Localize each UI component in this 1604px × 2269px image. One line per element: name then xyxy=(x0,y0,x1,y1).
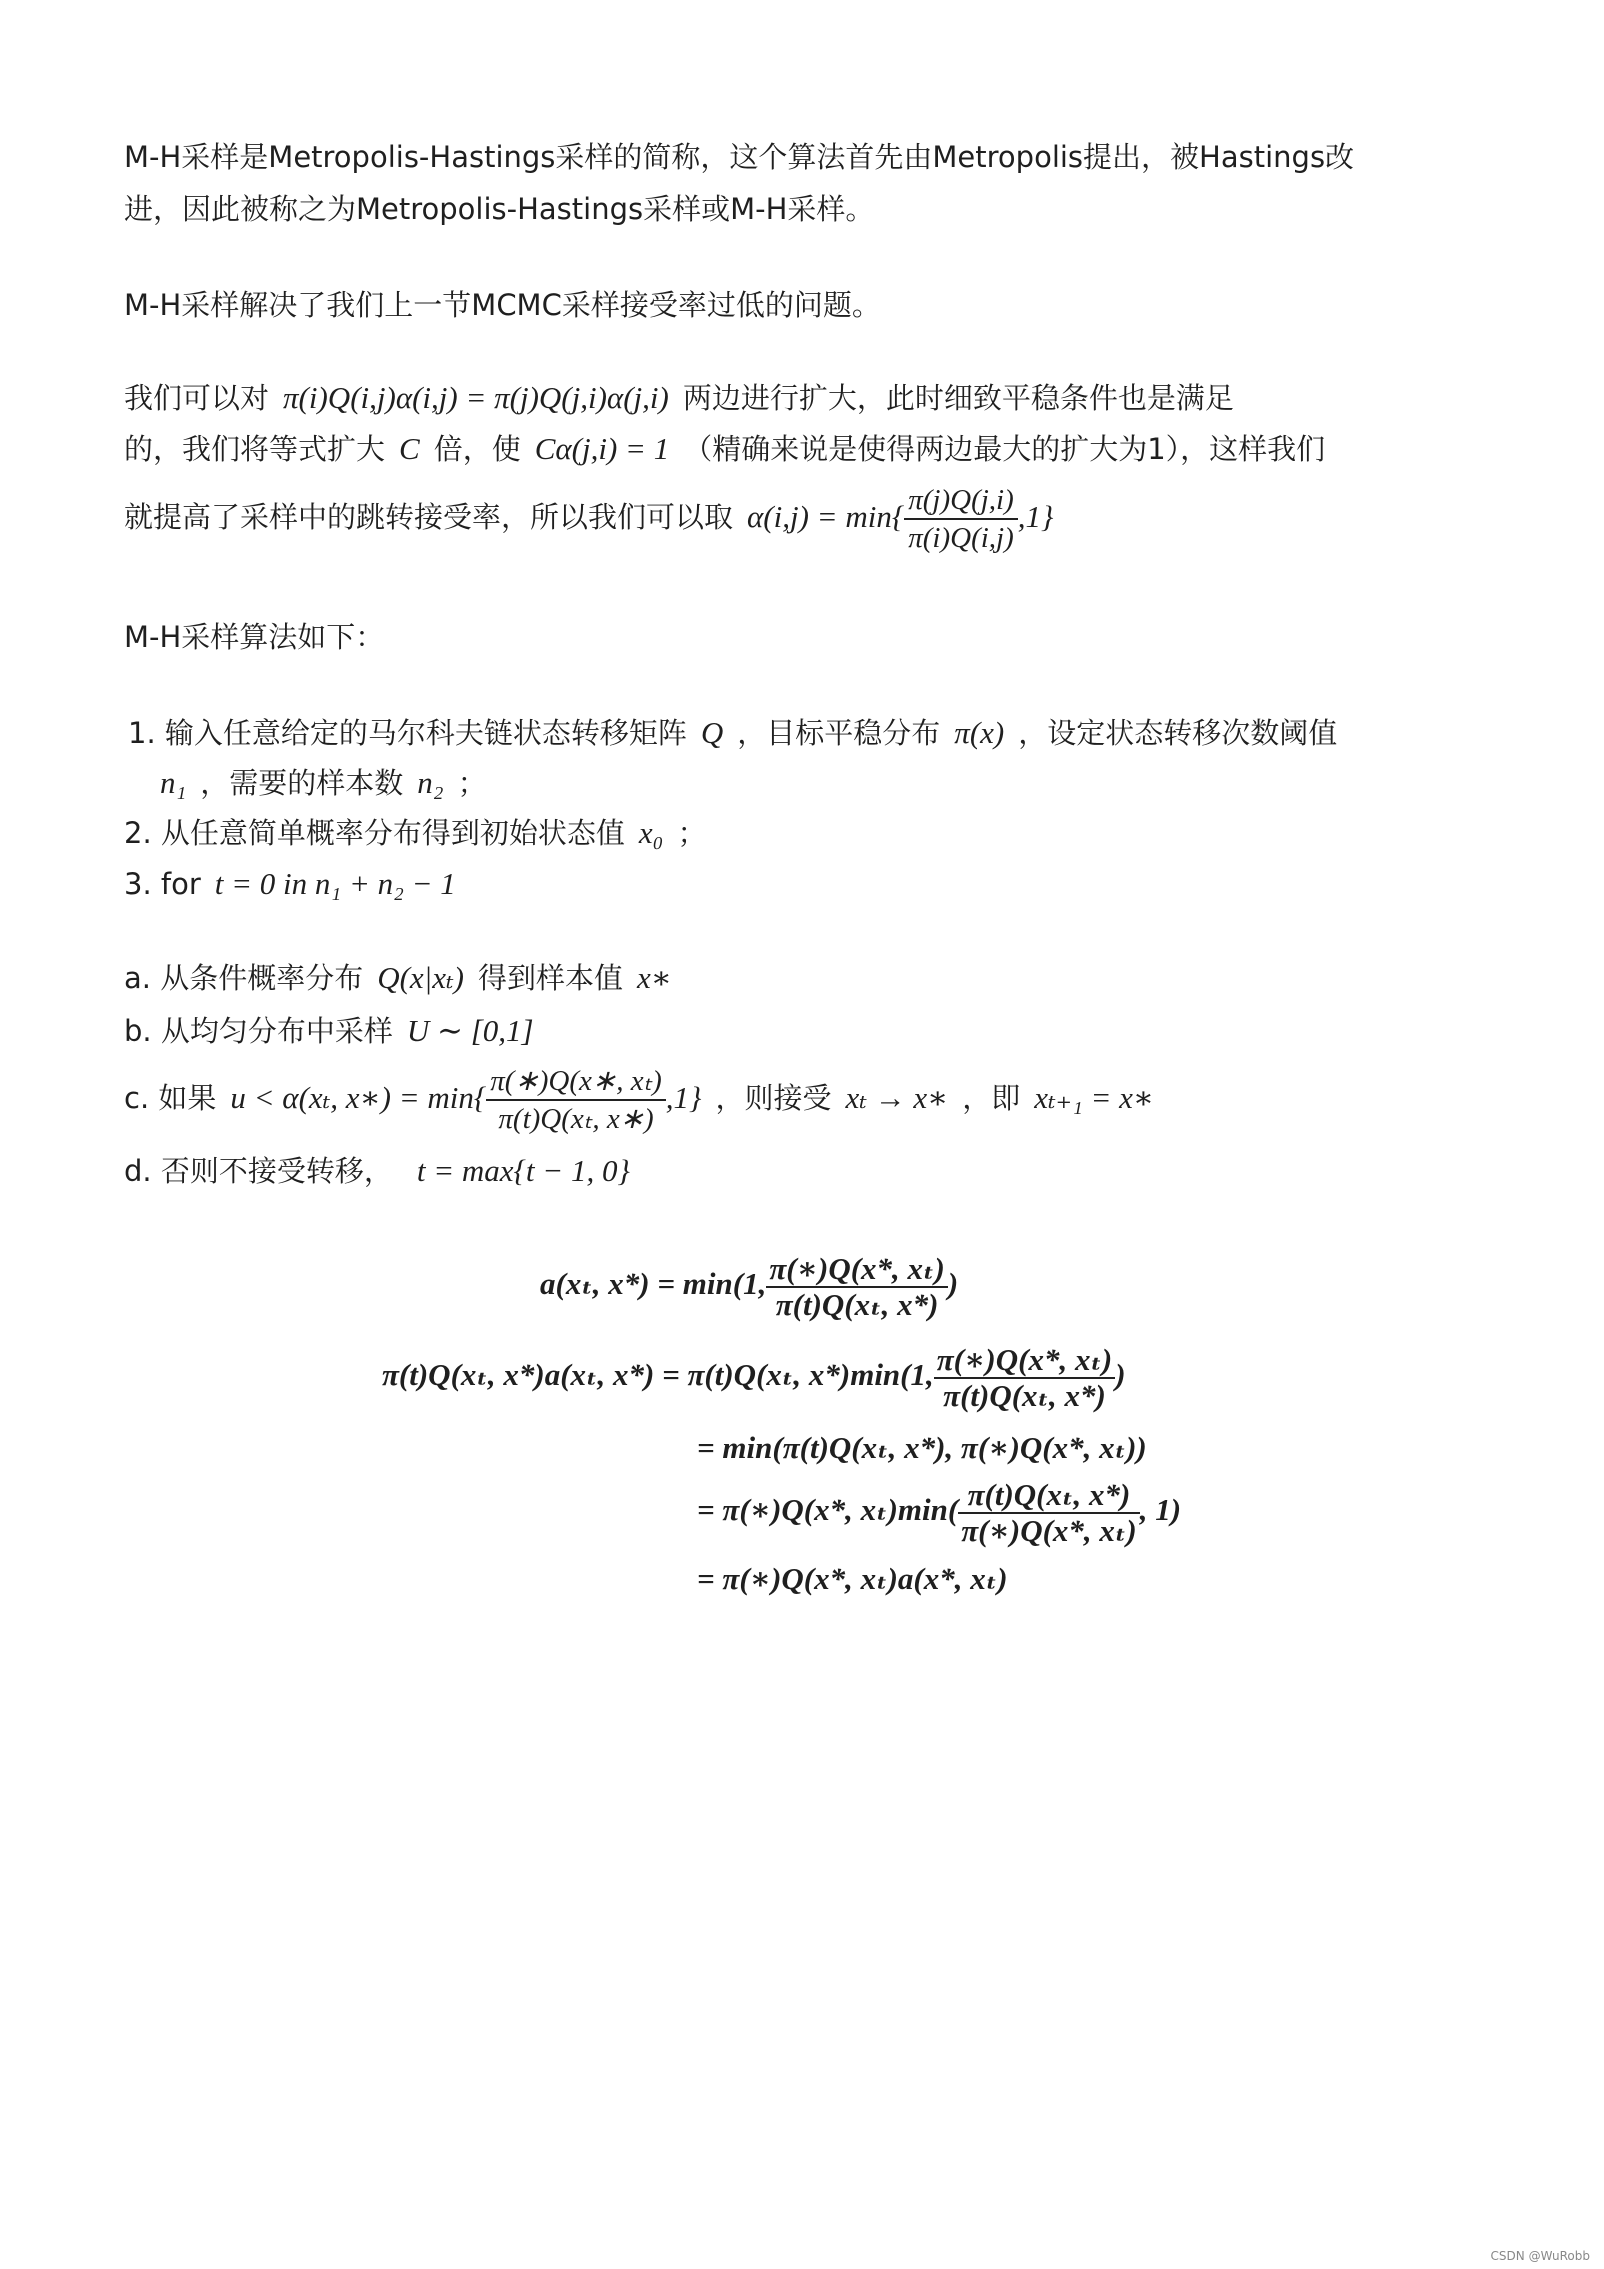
math: ,1} xyxy=(665,1080,702,1115)
math: ) xyxy=(947,1266,959,1302)
display-math-line-5: = π(∗)Q(x*, xₜ)a(x*, xₜ) xyxy=(697,1561,1008,1596)
text: 2. 从任意简单概率分布得到初始状态值 xyxy=(124,816,625,850)
math: x∗ xyxy=(636,960,672,995)
text: ； xyxy=(457,766,487,800)
text: c. 如果 xyxy=(124,1081,217,1115)
math: t = 0 in n₁ + n₂ − 1 xyxy=(214,866,456,901)
text: 就提高了采样中的跳转接受率，所以我们可以取 xyxy=(124,500,734,534)
intro-line-2: 进，因此被称之为Metropolis-Hastings采样或M-H采样。 xyxy=(124,192,875,226)
numerator: π(∗)Q(x*, xₜ) xyxy=(934,1343,1116,1379)
algo-title: M-H采样算法如下： xyxy=(124,620,385,654)
math: a(xₜ, x*) = min(1, xyxy=(540,1266,767,1302)
p3-line-2 xyxy=(124,429,1325,469)
sub-step-b xyxy=(124,1011,548,1051)
intro-line-1: M-H采样是Metropolis-Hastings采样的简称，这个算法首先由Metropolis提出，被Hastings改 xyxy=(124,140,1355,174)
math: ) xyxy=(1115,1357,1126,1393)
fraction xyxy=(486,1063,666,1137)
text: 两边进行扩大，此时细致平稳条件也是满足 xyxy=(682,381,1234,415)
numerator: π(j)Q(j,i) xyxy=(904,482,1018,520)
text: ； xyxy=(677,816,707,850)
paragraph-2: M-H采样解决了我们上一节MCMC采样接受率过低的问题。 xyxy=(124,288,881,322)
fraction xyxy=(958,1478,1140,1548)
text: 的，我们将等式扩大 xyxy=(124,432,386,466)
math-c: C xyxy=(399,431,420,466)
step-3 xyxy=(124,864,470,904)
text: 得到样本值 xyxy=(477,961,623,995)
fraction xyxy=(766,1252,948,1322)
watermark: CSDN @WuRobb xyxy=(1490,2249,1590,2263)
math: U ∼ [0,1] xyxy=(406,1013,534,1048)
math: xₜ₊₁ = x∗ xyxy=(1034,1080,1154,1115)
math: xₜ → x∗ xyxy=(845,1080,949,1115)
p3-line-1 xyxy=(124,378,1234,418)
denominator: π(t)Q(xₜ, x*) xyxy=(775,1287,939,1322)
sub-step-d xyxy=(124,1151,644,1191)
math: Q(x|xₜ) xyxy=(377,960,464,995)
text: （精确来说是使得两边最大的扩大为1），这样我们 xyxy=(683,432,1326,466)
denominator: π(t)Q(xₜ, x∗) xyxy=(498,1103,654,1135)
numerator: π(t)Q(xₜ, x*) xyxy=(958,1478,1140,1514)
math: = π(∗)Q(x*, xₜ)min( xyxy=(697,1492,959,1528)
math: , 1) xyxy=(1139,1492,1182,1528)
numerator: π(∗)Q(x∗, xₜ) xyxy=(486,1063,666,1101)
text: ，设定状态转移次数阈值 xyxy=(1018,716,1338,750)
step-1-line-1 xyxy=(128,713,1337,753)
math-detailed-balance: π(i)Q(i,j)α(i,j) = π(j)Q(j,i)α(j,i) xyxy=(283,380,669,415)
math: π(x) xyxy=(954,715,1005,750)
math: π(t)Q(xₜ, x*)a(xₜ, x*) = π(t)Q(xₜ, x*)min(1, xyxy=(382,1357,934,1393)
math: t = max{t − 1, 0} xyxy=(416,1153,630,1188)
math: n₁ xyxy=(160,765,187,800)
math: n₂ xyxy=(417,765,444,800)
text: ，目标平稳分布 xyxy=(737,716,941,750)
step-2 xyxy=(124,813,706,853)
math: u < α(xₜ, x∗) = min{ xyxy=(230,1080,487,1115)
display-math-line-4 xyxy=(697,1478,1181,1548)
fraction xyxy=(904,482,1018,556)
numerator: π(∗)Q(x*, xₜ) xyxy=(766,1252,948,1288)
fraction xyxy=(934,1343,1116,1413)
denominator: π(∗)Q(x*, xₜ) xyxy=(961,1513,1137,1548)
sub-step-c xyxy=(124,1061,1168,1137)
math-alpha: α(i,j) = min{ xyxy=(747,499,905,534)
text: ，需要的样本数 xyxy=(200,766,404,800)
display-math-line-3: = min(π(t)Q(xₜ, x*), π(∗)Q(x*, xₜ)) xyxy=(697,1430,1147,1465)
sub-step-a xyxy=(124,958,686,998)
math-c-alpha: Cα(j,i) = 1 xyxy=(534,431,670,466)
text: d. 否则不接受转移， xyxy=(124,1154,393,1188)
display-math-line-2 xyxy=(382,1343,1126,1413)
math: Q xyxy=(700,715,724,750)
text: ，即 xyxy=(962,1081,1021,1115)
text: a. 从条件概率分布 xyxy=(124,961,364,995)
math: ,1} xyxy=(1017,499,1054,534)
text: 1. 输入任意给定的马尔科夫链状态转移矩阵 xyxy=(128,716,687,750)
text: 3. for xyxy=(124,867,201,901)
text: ，则接受 xyxy=(715,1081,832,1115)
display-math-line-1 xyxy=(540,1252,958,1322)
denominator: π(t)Q(xₜ, x*) xyxy=(943,1378,1106,1413)
step-1-line-2 xyxy=(150,763,487,803)
text: b. 从均匀分布中采样 xyxy=(124,1014,393,1048)
denominator: π(i)Q(i,j) xyxy=(908,522,1014,554)
math: x₀ xyxy=(638,815,664,850)
text: 我们可以对 xyxy=(124,381,270,415)
p3-line-3 xyxy=(124,480,1067,556)
text: 倍，使 xyxy=(433,432,521,466)
